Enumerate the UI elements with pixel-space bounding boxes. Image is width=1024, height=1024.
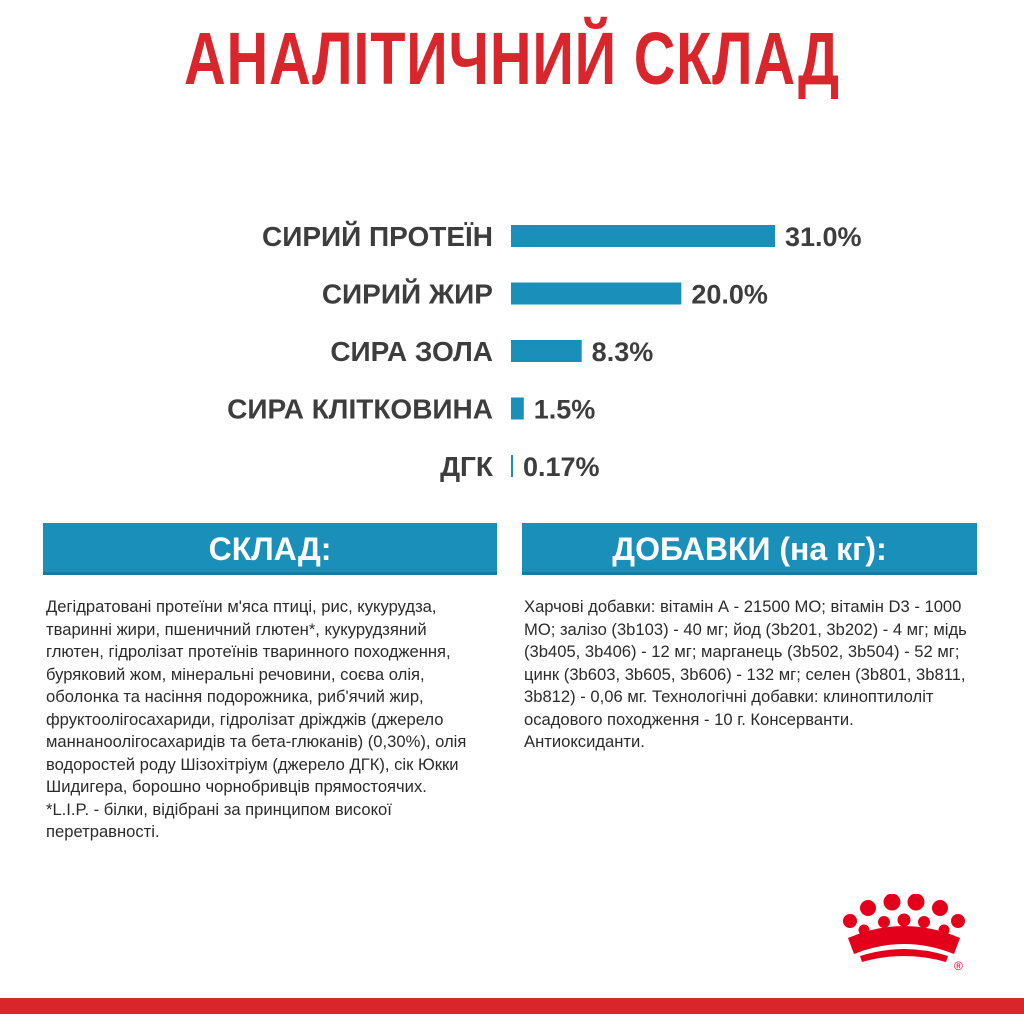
page-title: АНАЛІТИЧНИЙ СКЛАД (184, 17, 840, 100)
registered-mark: ® (954, 959, 963, 973)
composition-heading: СКЛАД: (43, 523, 497, 575)
additives-text: Харчові добавки: вітамін А - 21500 МО; вітамін D3 - 1000 МО; залізо (3b103) - 40 мг; йод (3b201, 3b202) - 4 мг; мідь (3b405, 3b406) - 12 мг; марганець (3b502, 3b504) - 52 мг; цинк (3b603, 3b605, 3b606) - 132 мг; селен (3b801, 3b811, 3b812) - 0,06 мг. Технологічні добавки: клиноптилоліт осадового походження - 10 г. Консерванти. Антиоксиданти. (524, 597, 967, 751)
composition-text: Дегідратовані протеїни м'яса птиці, рис, кукурудза, тваринні жири, пшеничний глютен*, кукурудзяний глютен, гідролізат протеїнів тваринного походження, буряковий жом, мінеральні речовини, соєва олія, оболонка та насіння подорожника, риб'ячий жир, фруктоолігосахариди, гідролізат дріжджів (джерело маннаноолігосахаридів та бета-глюканів) (0,30%), олія водоростей роду Шізохітріум (джерело ДГК), сік Юкки Шидигера, борошно чорнобривців прямостоячих. *L.I.P. - білки, відібрані за принципом високої перетравності. (46, 597, 467, 841)
bar-label: СИРА ЗОЛА (330, 336, 493, 367)
bar-value-label: 20.0% (691, 279, 768, 310)
nutrition-bar-chart (0, 200, 1024, 500)
bar (511, 283, 681, 305)
bar-value-label: 1.5% (533, 394, 596, 425)
bottom-accent-line (0, 998, 1024, 1014)
bar (511, 340, 582, 362)
bar-label: ДГК (440, 451, 493, 482)
bar-label: СИРИЙ ПРОТЕЇН (262, 221, 493, 252)
bar (511, 398, 524, 420)
crown-logo-icon (834, 894, 974, 974)
bar (511, 225, 775, 247)
bar-value-label: 0.17% (523, 452, 600, 482)
bar-value-label: 31.0% (785, 222, 862, 252)
bar (511, 455, 513, 477)
additives-heading: ДОБАВКИ (на кг): (522, 523, 977, 575)
bar-value-label: 8.3% (591, 337, 654, 367)
bar-label: СИРА КЛІТКОВИНА (227, 393, 493, 425)
bar-label: СИРИЙ ЖИР (321, 278, 493, 310)
